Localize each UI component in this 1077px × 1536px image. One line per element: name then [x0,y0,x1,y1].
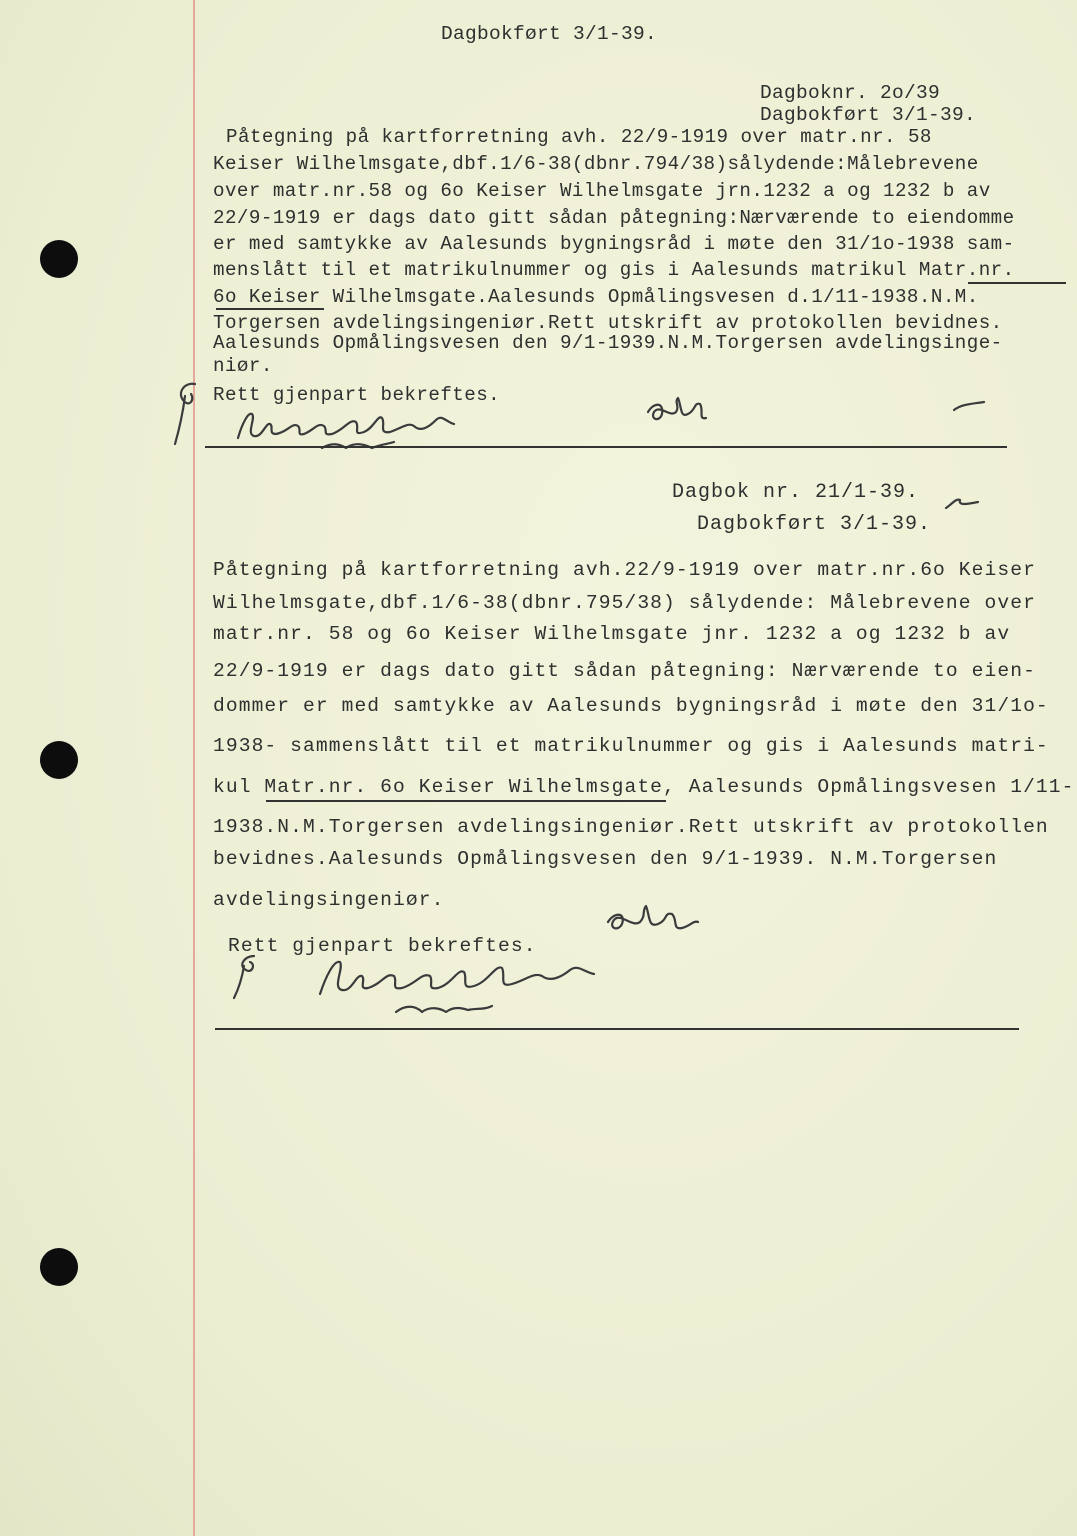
entry2-dagbok-nr: Dagbok nr. 21/1-39. [672,481,920,504]
entry2-line-6: 1938- sammenslått til et matrikulnummer og gis i Aalesunds matri- [213,735,1049,757]
entry2-line-10: avdelingsingeniør. [213,889,445,911]
entry2-line-5: dommer er med samtykke av Aalesunds bygningsråd i møte den 31/1o- [213,695,1049,717]
entry2-line-1: Påtegning på kartforretning avh.22/9-1919 over matr.nr.6o Keiser [213,559,1036,581]
initials-2 [598,900,718,940]
initials-1 [640,392,720,432]
entry1-line-7: 6o Keiser Wilhelmsgate.Aalesunds Opmålingsvesen d.1/11-1938.N.M. [213,286,979,308]
signature-1 [232,404,482,452]
tick-mark-2 [942,494,982,514]
entry2-line-2: Wilhelmsgate,dbf.1/6-38(dbnr.795/38) sålydende: Målebrevene over [213,592,1036,614]
entry1-line-3: over matr.nr.58 og 6o Keiser Wilhelmsgate jrn.1232 a og 1232 b av [213,180,991,202]
entry1-dagbok-nr: Dagboknr. 2o/39 [760,82,941,104]
entry2-certification: Rett gjenpart bekreftes. [228,935,537,957]
underline-matr-nr-6o [266,800,666,802]
entry2-line-7: kul Matr.nr. 6o Keiser Wilhelmsgate, Aalesunds Opmålingsvesen 1/11- [213,776,1075,798]
entry1-line-2: Keiser Wilhelmsgate,dbf.1/6-38(dbnr.794/38)sålydende:Målebrevene [213,153,979,175]
tick-mark-1 [950,398,990,418]
margin-initial-mark-1 [165,378,205,448]
entry1-dagbok-fort: Dagbokført 3/1-39. [760,104,977,126]
entry1-line-10: niør. [213,355,273,377]
punch-hole-top [40,240,78,278]
punch-hole-bottom [40,1248,78,1286]
signature-2 [312,950,612,1028]
entry1-line-9: Aalesunds Opmålingsvesen den 9/1-1939.N.M.Torgersen avdelingsinge- [213,332,1003,354]
punch-hole-middle [40,741,78,779]
separator-2 [215,1028,1019,1030]
entry2-dagbok-fort: Dagbokført 3/1-39. [697,513,932,536]
entry1-line-5: er med samtykke av Aalesunds bygningsråd i møte den 31/1o-1938 sam- [213,233,1015,255]
margin-initial-mark-2 [226,950,266,1000]
entry1-line-4: 22/9-1919 er dags dato gitt sådan påtegning:Nærværende to eiendomme [213,207,1015,229]
entry2-line-9: bevidnes.Aalesunds Opmålingsvesen den 9/1-1939. N.M.Torgersen [213,848,998,870]
top-header: Dagbokført 3/1-39. [441,23,658,45]
entry1-line-6: menslått til et matrikulnummer og gis i Aalesunds matrikul Matr.nr. [213,259,1015,281]
margin-rule [193,0,195,1536]
entry1-certification: Rett gjenpart bekreftes. [213,384,501,406]
entry2-line-3: matr.nr. 58 og 6o Keiser Wilhelmsgate jnr. 1232 a og 1232 b av [213,623,1011,645]
entry2-line-8: 1938.N.M.Torgersen avdelingsingeniør.Rett utskrift av protokollen [213,816,1049,838]
entry1-line-8: Torgersen avdelingsingeniør.Rett utskrift av protokollen bevidnes. [213,312,1003,334]
entry2-line-4: 22/9-1919 er dags dato gitt sådan påtegning: Nærværende to eien- [213,660,1036,682]
underline-6o-keiser [216,308,324,310]
entry1-line-1: Påtegning på kartforretning avh. 22/9-1919 over matr.nr. 58 [226,126,932,148]
separator-1 [205,446,1007,448]
underline-matr-nr [968,282,1066,284]
